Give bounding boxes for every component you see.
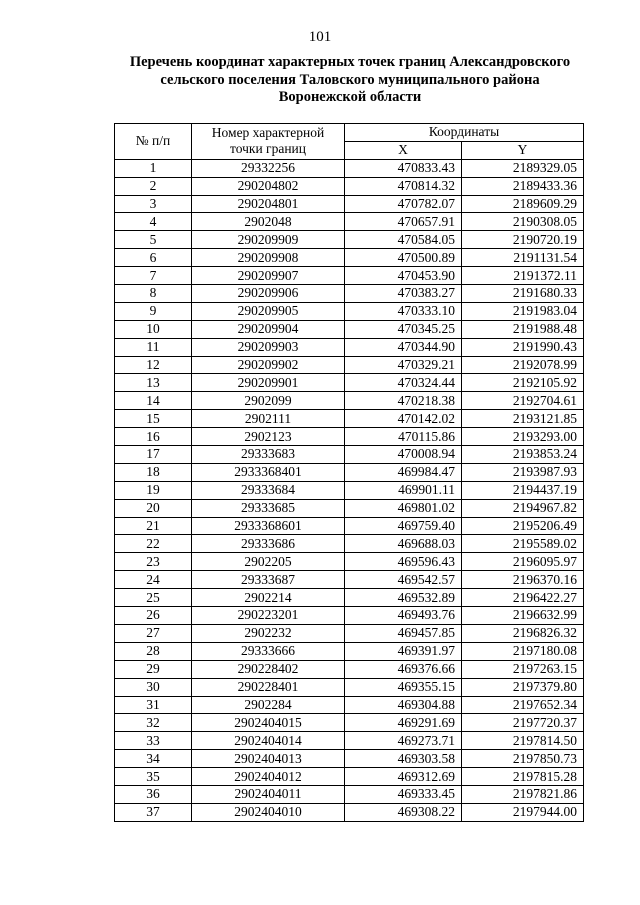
cell-point-number: 290223201	[192, 607, 345, 625]
cell-point-number: 290204802	[192, 177, 345, 195]
cell-point-number: 2902099	[192, 392, 345, 410]
cell-number: 13	[115, 374, 192, 392]
cell-point-number: 290209901	[192, 374, 345, 392]
table-row	[115, 732, 584, 750]
cell-number: 31	[115, 696, 192, 714]
table-row	[115, 750, 584, 768]
cell-y: 2192704.61	[462, 392, 584, 410]
table-row	[115, 428, 584, 446]
cell-number: 30	[115, 678, 192, 696]
cell-x: 469901.11	[345, 481, 462, 499]
coordinates-table	[114, 123, 584, 822]
cell-number: 10	[115, 320, 192, 338]
cell-x: 470782.07	[345, 195, 462, 213]
cell-x: 470324.44	[345, 374, 462, 392]
table-row	[115, 463, 584, 481]
table-row	[115, 535, 584, 553]
cell-y: 2195589.02	[462, 535, 584, 553]
cell-y: 2196632.99	[462, 607, 584, 625]
table-row	[115, 446, 584, 464]
cell-point-number: 2902111	[192, 410, 345, 428]
cell-y: 2193987.93	[462, 463, 584, 481]
table-row	[115, 302, 584, 320]
cell-number: 7	[115, 267, 192, 285]
table-row	[115, 571, 584, 589]
cell-number: 16	[115, 428, 192, 446]
cell-point-number: 290228402	[192, 660, 345, 678]
table-row	[115, 285, 584, 303]
cell-x: 469304.88	[345, 696, 462, 714]
cell-number: 28	[115, 642, 192, 660]
cell-y: 2197944.00	[462, 803, 584, 821]
cell-number: 12	[115, 356, 192, 374]
cell-number: 36	[115, 785, 192, 803]
cell-point-number: 290209906	[192, 285, 345, 303]
cell-x: 470344.90	[345, 338, 462, 356]
cell-y: 2191990.43	[462, 338, 584, 356]
cell-point-number: 2902404013	[192, 750, 345, 768]
header-y: Y	[462, 141, 584, 159]
table-row	[115, 213, 584, 231]
cell-y: 2195206.49	[462, 517, 584, 535]
cell-x: 470115.86	[345, 428, 462, 446]
table-row	[115, 356, 584, 374]
cell-x: 469312.69	[345, 768, 462, 786]
cell-point-number: 290228401	[192, 678, 345, 696]
header-coordinates: Координаты	[345, 124, 584, 142]
cell-number: 17	[115, 446, 192, 464]
table-row	[115, 392, 584, 410]
cell-y: 2191372.11	[462, 267, 584, 285]
cell-x: 469303.58	[345, 750, 462, 768]
cell-y: 2197652.34	[462, 696, 584, 714]
cell-point-number: 2902205	[192, 553, 345, 571]
cell-x: 470584.05	[345, 231, 462, 249]
cell-number: 21	[115, 517, 192, 535]
cell-x: 470333.10	[345, 302, 462, 320]
cell-number: 1	[115, 159, 192, 177]
page-number: 101	[308, 29, 332, 45]
cell-point-number: 290209902	[192, 356, 345, 374]
cell-y: 2197180.08	[462, 642, 584, 660]
cell-x: 469457.85	[345, 624, 462, 642]
cell-x: 470329.21	[345, 356, 462, 374]
cell-y: 2189329.05	[462, 159, 584, 177]
cell-x: 470814.32	[345, 177, 462, 195]
header-point-number	[192, 124, 345, 160]
cell-y: 2191131.54	[462, 249, 584, 267]
cell-y: 2197815.28	[462, 768, 584, 786]
cell-number: 18	[115, 463, 192, 481]
table-row	[115, 231, 584, 249]
cell-y: 2189609.29	[462, 195, 584, 213]
cell-y: 2197821.86	[462, 785, 584, 803]
cell-number: 14	[115, 392, 192, 410]
cell-x: 470218.38	[345, 392, 462, 410]
title-line: Воронежской области	[278, 89, 422, 105]
cell-x: 469596.43	[345, 553, 462, 571]
cell-number: 19	[115, 481, 192, 499]
cell-number: 6	[115, 249, 192, 267]
table-row	[115, 267, 584, 285]
cell-point-number: 2902284	[192, 696, 345, 714]
cell-x: 469984.47	[345, 463, 462, 481]
cell-point-number: 29333684	[192, 481, 345, 499]
cell-y: 2191680.33	[462, 285, 584, 303]
cell-y: 2191983.04	[462, 302, 584, 320]
cell-y: 2193121.85	[462, 410, 584, 428]
cell-point-number: 2933368601	[192, 517, 345, 535]
cell-number: 37	[115, 803, 192, 821]
cell-x: 469801.02	[345, 499, 462, 517]
table-row	[115, 517, 584, 535]
table-row	[115, 607, 584, 625]
cell-x: 469493.76	[345, 607, 462, 625]
cell-y: 2193853.24	[462, 446, 584, 464]
cell-y: 2190720.19	[462, 231, 584, 249]
cell-x: 469376.66	[345, 660, 462, 678]
cell-number: 29	[115, 660, 192, 678]
table-row	[115, 177, 584, 195]
cell-x: 469542.57	[345, 571, 462, 589]
cell-point-number: 29332256	[192, 159, 345, 177]
table-row	[115, 338, 584, 356]
header-x: X	[345, 141, 462, 159]
table-row	[115, 624, 584, 642]
cell-number: 33	[115, 732, 192, 750]
cell-y: 2197379.80	[462, 678, 584, 696]
table-row	[115, 785, 584, 803]
cell-number: 11	[115, 338, 192, 356]
cell-y: 2194437.19	[462, 481, 584, 499]
cell-x: 469688.03	[345, 535, 462, 553]
cell-number: 34	[115, 750, 192, 768]
cell-number: 26	[115, 607, 192, 625]
cell-point-number: 2902404012	[192, 768, 345, 786]
table-row	[115, 410, 584, 428]
cell-point-number: 29333687	[192, 571, 345, 589]
cell-x: 469308.22	[345, 803, 462, 821]
cell-point-number: 29333685	[192, 499, 345, 517]
cell-x: 470008.94	[345, 446, 462, 464]
cell-number: 8	[115, 285, 192, 303]
cell-x: 469333.45	[345, 785, 462, 803]
table-row	[115, 678, 584, 696]
cell-y: 2192078.99	[462, 356, 584, 374]
cell-y: 2196370.16	[462, 571, 584, 589]
cell-point-number: 2902214	[192, 589, 345, 607]
cell-x: 469532.89	[345, 589, 462, 607]
cell-point-number: 2902404014	[192, 732, 345, 750]
cell-x: 469355.15	[345, 678, 462, 696]
header-number: № п/п	[115, 124, 192, 160]
table-row	[115, 249, 584, 267]
cell-number: 27	[115, 624, 192, 642]
cell-x: 469759.40	[345, 517, 462, 535]
header-point-line: Номер характерной	[211, 125, 325, 141]
cell-y: 2196095.97	[462, 553, 584, 571]
table-header	[115, 124, 584, 160]
table-row	[115, 320, 584, 338]
cell-x: 470345.25	[345, 320, 462, 338]
cell-x: 470657.91	[345, 213, 462, 231]
cell-y: 2197263.15	[462, 660, 584, 678]
cell-point-number: 29333666	[192, 642, 345, 660]
cell-number: 3	[115, 195, 192, 213]
cell-x: 470453.90	[345, 267, 462, 285]
table-row	[115, 660, 584, 678]
table-row	[115, 696, 584, 714]
cell-y: 2194967.82	[462, 499, 584, 517]
table-row	[115, 159, 584, 177]
cell-point-number: 2902232	[192, 624, 345, 642]
cell-y: 2196826.32	[462, 624, 584, 642]
cell-point-number: 2902404010	[192, 803, 345, 821]
title-line: сельского поселения Таловского муниципального района	[160, 71, 540, 88]
cell-number: 20	[115, 499, 192, 517]
table-row	[115, 499, 584, 517]
cell-number: 4	[115, 213, 192, 231]
cell-number: 9	[115, 302, 192, 320]
cell-number: 2	[115, 177, 192, 195]
cell-x: 470142.02	[345, 410, 462, 428]
cell-y: 2197720.37	[462, 714, 584, 732]
cell-y: 2190308.05	[462, 213, 584, 231]
cell-x: 470833.43	[345, 159, 462, 177]
cell-number: 23	[115, 553, 192, 571]
cell-number: 35	[115, 768, 192, 786]
table-row	[115, 642, 584, 660]
table-row	[115, 803, 584, 821]
table-row	[115, 195, 584, 213]
table-body	[115, 159, 584, 821]
cell-y: 2197814.50	[462, 732, 584, 750]
cell-point-number: 29333683	[192, 446, 345, 464]
cell-point-number: 29333686	[192, 535, 345, 553]
cell-point-number: 290209905	[192, 302, 345, 320]
cell-point-number: 290209904	[192, 320, 345, 338]
cell-x: 470383.27	[345, 285, 462, 303]
cell-y: 2189433.36	[462, 177, 584, 195]
cell-point-number: 290209909	[192, 231, 345, 249]
table-row	[115, 374, 584, 392]
title-line: Перечень координат характерных точек границ Александровского	[129, 54, 571, 70]
cell-y: 2193293.00	[462, 428, 584, 446]
header-point-line: точки границ	[229, 141, 307, 157]
table-row	[115, 589, 584, 607]
table-row	[115, 768, 584, 786]
cell-y: 2191988.48	[462, 320, 584, 338]
cell-x: 469391.97	[345, 642, 462, 660]
document-title	[100, 54, 600, 107]
table-row	[115, 481, 584, 499]
cell-point-number: 290209908	[192, 249, 345, 267]
cell-y: 2197850.73	[462, 750, 584, 768]
cell-point-number: 2902048	[192, 213, 345, 231]
cell-y: 2196422.27	[462, 589, 584, 607]
cell-point-number: 2933368401	[192, 463, 345, 481]
cell-x: 469291.69	[345, 714, 462, 732]
cell-number: 25	[115, 589, 192, 607]
cell-point-number: 290209903	[192, 338, 345, 356]
cell-point-number: 2902404015	[192, 714, 345, 732]
cell-point-number: 290209907	[192, 267, 345, 285]
cell-point-number: 290204801	[192, 195, 345, 213]
cell-number: 32	[115, 714, 192, 732]
table-row	[115, 714, 584, 732]
cell-x: 470500.89	[345, 249, 462, 267]
cell-point-number: 2902404011	[192, 785, 345, 803]
cell-number: 22	[115, 535, 192, 553]
cell-x: 469273.71	[345, 732, 462, 750]
cell-point-number: 2902123	[192, 428, 345, 446]
cell-number: 5	[115, 231, 192, 249]
cell-y: 2192105.92	[462, 374, 584, 392]
table-row	[115, 553, 584, 571]
cell-number: 24	[115, 571, 192, 589]
cell-number: 15	[115, 410, 192, 428]
